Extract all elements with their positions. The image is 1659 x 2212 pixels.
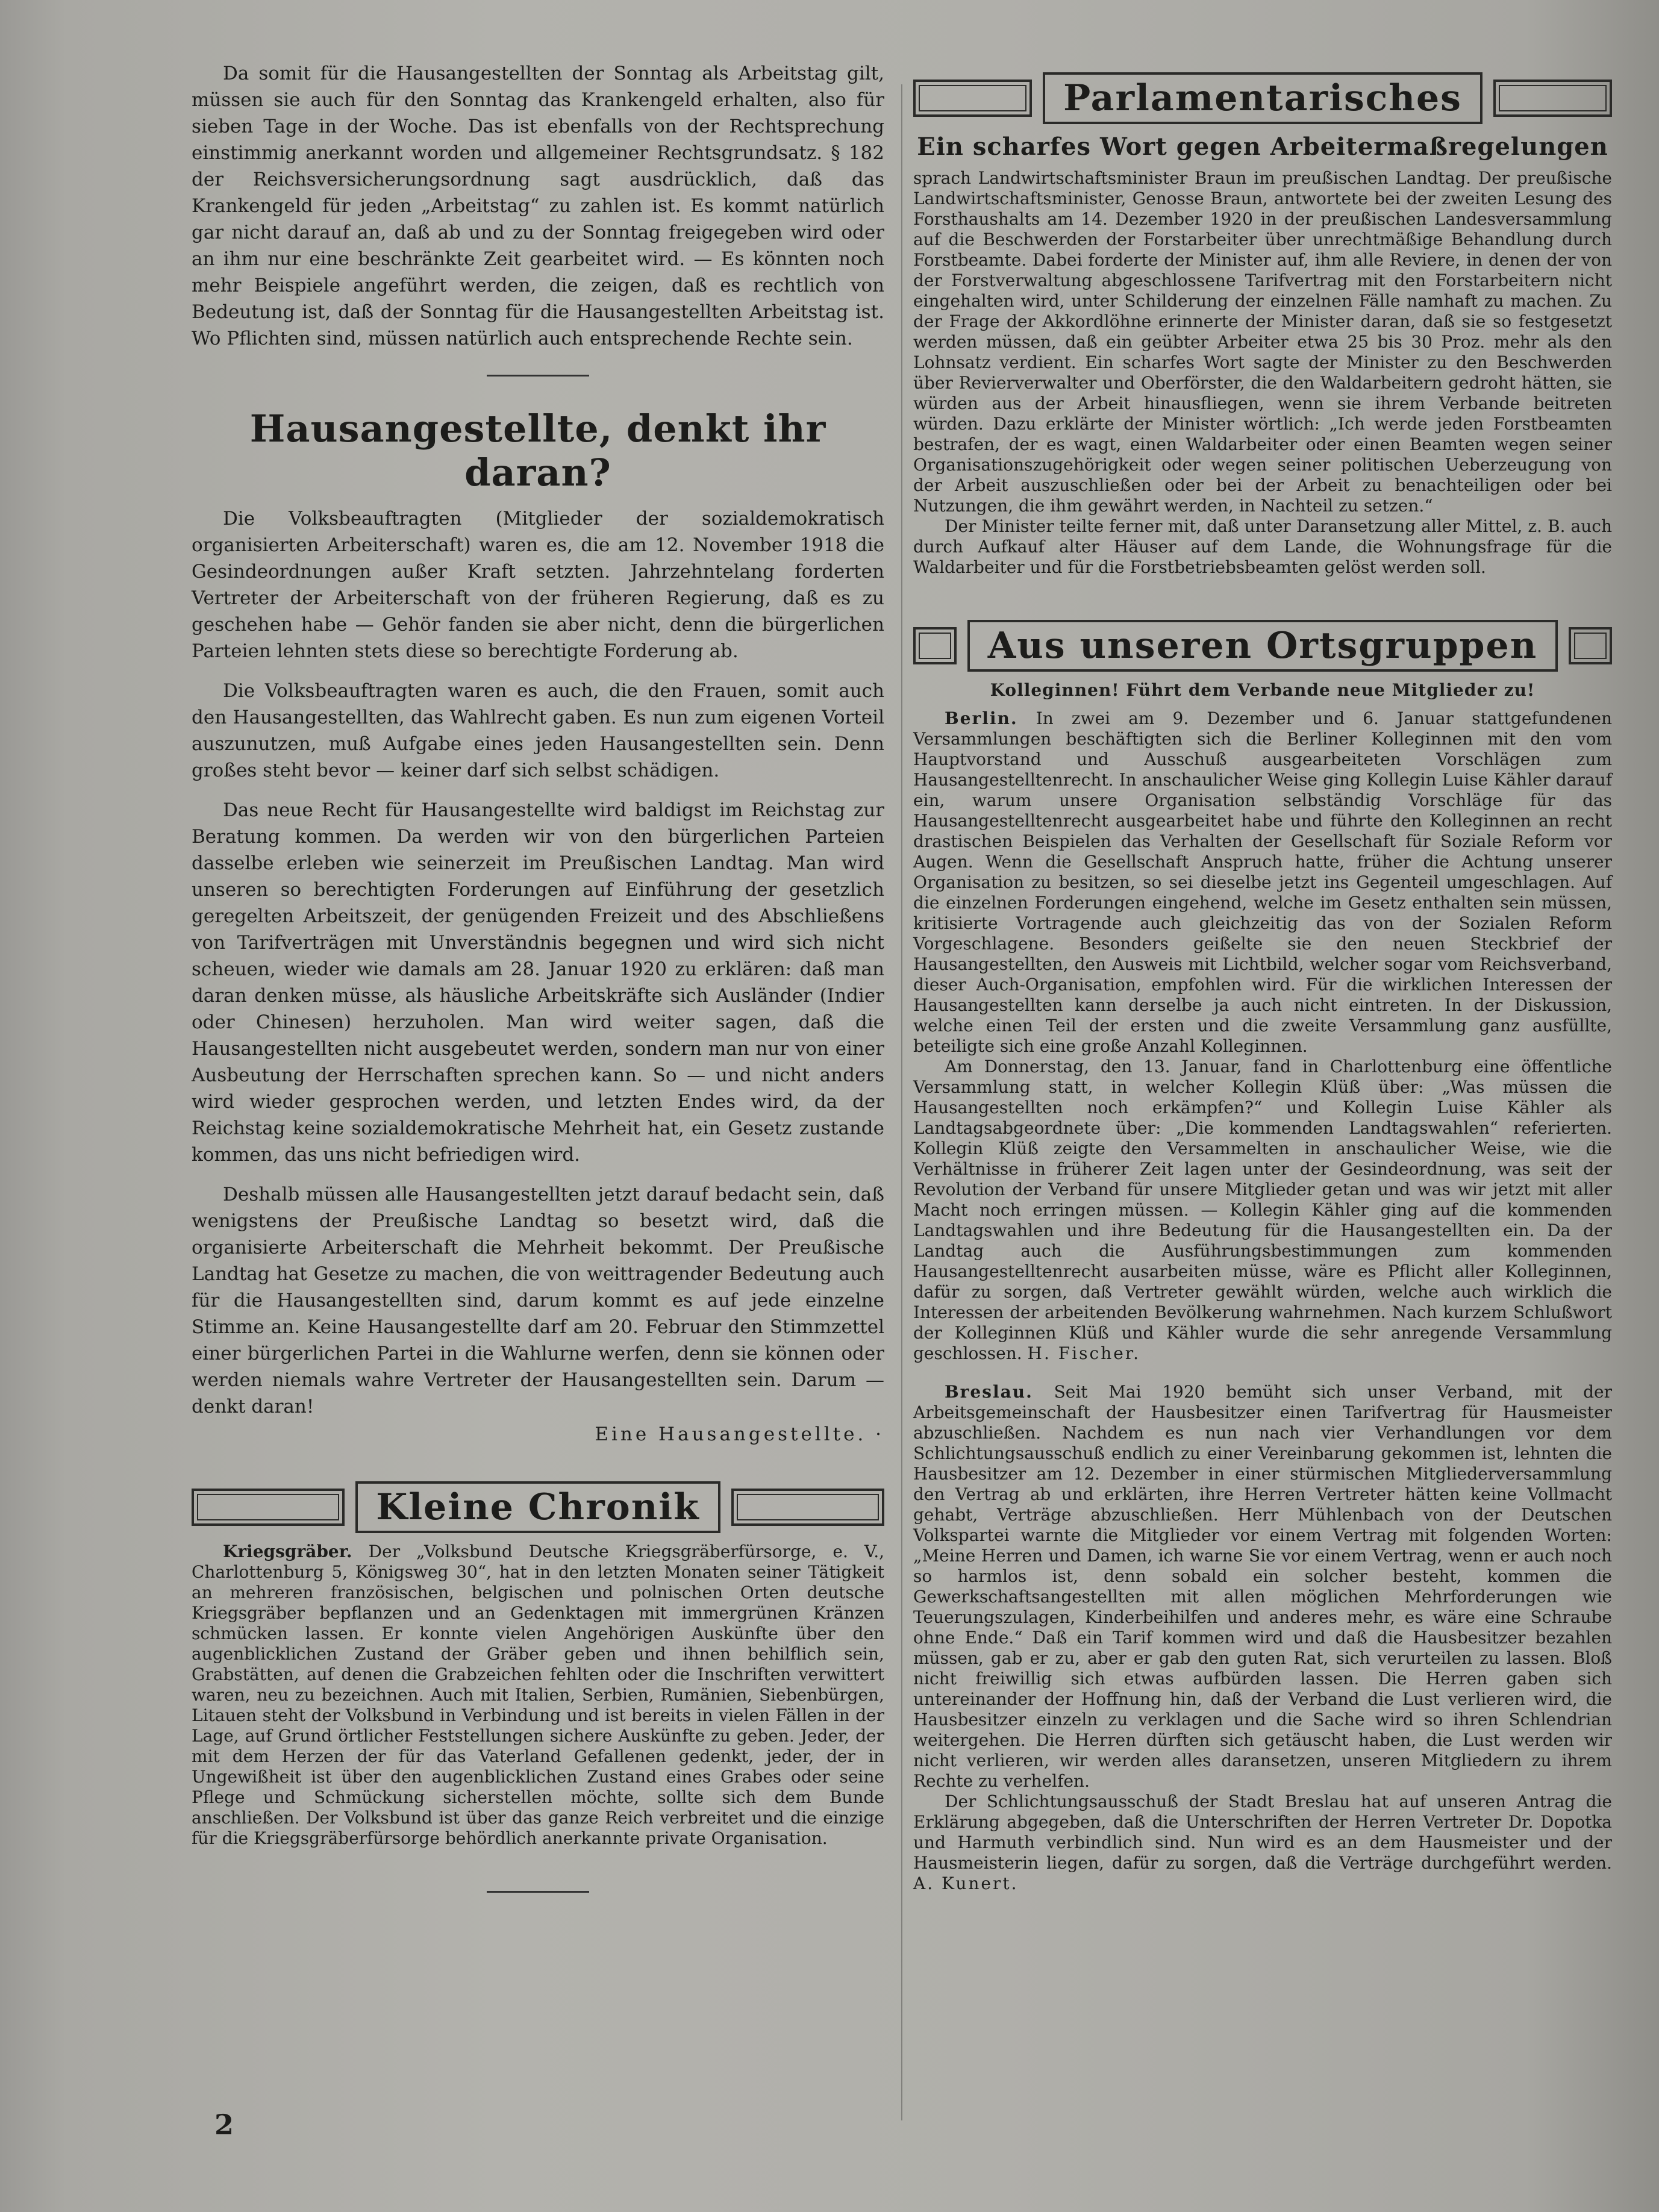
breslau-signature: A. Kunert.	[913, 1873, 1019, 1893]
chronik-paragraph	[192, 1542, 884, 1849]
right-column	[913, 72, 1612, 1894]
parl-paragraph: sprach Landwirtschaftsminister Braun im preußischen Landtag. Der preußische Landwirtschaftsminister, Genosse Braun, antwortete bei der zweiten Lesung des Forsthaushalts am 14. Dezember 1920 in der preußischen Landesversammlung auf die Beschwerden der Forstarbeiter über unrechtmäßige Behandlung durch Forstbeamte. Dabei forderte der Minister auf, ihm alle Reviere, in denen der von der Forstverwaltung abgeschlossene Tarifvertrag mit den Forstarbeitern nicht eingehalten wird, unter Schilderung der einzelnen Fälle namhaft zu machen. Zu der Frage der Akkordlöhne erinnerte der Minister daran, daß sie so festgesetzt werden müssen, daß ein geübter Arbeiter etwa 25 bis 30 Proz. mehr als den Lohnsatz verdient. Ein scharfes Wort sagte der Minister zu den Beschwerden über Revierverwalter und Oberförster, die den Waldarbeitern gedroht hätten, sie würden aus der Arbeit hinausfliegen, wenn sie ihrem Verbande beitreten würden. Dazu erklärte der Minister wörtlich: „Ich werde jeden Forstbeamten bestrafen, der es wagt, einen Waldarbeiter oder einen Beamten wegen seiner Organisationszugehörigkeit oder wegen seiner politischen Ueberzeugung von der Arbeit auszuschließen oder bei der Arbeit zu benachteiligen oder bei Nutzungen, die ihm gewährt werden, in Nachteil zu setzen.“	[913, 168, 1612, 516]
breslau-text-2: Der Schlichtungsausschuß der Stadt Breslau hat auf unseren Antrag die Erklärung abgegeben, daß die Unterschriften der Herren Vertreter Dr. Dopotka und Harmuth verbindlich sind. Nun wird es an dem Hausmeister und der Hausmeisterin liegen, dafür zu sorgen, daß die Verträge durchgeführt werden.	[913, 1792, 1612, 1873]
orts-banner	[913, 620, 1612, 672]
article-paragraph: Das neue Recht für Hausangestellte wird baldigst im Reichstag zur Beratung kommen. Da werden wir von den bürgerlichen Parteien dasselbe erleben wie seinerzeit im Preußischen Landtag. Man wird unseren so berechtigten Forderungen auf Einführung der gesetzlich geregelten Arbeitszeit, der genügenden Freizeit und des Abschließens von Tarifverträgen mit Unverständnis begegnen und wird sich nicht scheuen, wieder wie damals am 28. Januar 1920 zu erklären: daß man daran denken müsse, als häusliche Arbeitskräfte sich Ausländer (Indier oder Chinesen) herzuholen. Man wird weiter sagen, daß die Hausangestellten nicht ausgebeutet werden, sondern man nur von einer Ausbeutung der Herrschaften sprechen kann. So — und nicht anders wird wieder gesprochen werden, und letzten Endes wird, da der Reichstag keine sozialdemokratische Mehrheit hat, ein Gesetz zustande kommen, das uns nicht befriedigen wird.	[192, 799, 884, 1166]
article-paragraph: Die Volksbeauftragten waren es auch, die den Frauen, somit auch den Hausangestellten, das Wahlrecht gaben. Es nun zum eigenen Vorteil auszunutzen, muß Aufgabe eines jeden Hausangestellten sein. Denn großes steht bevor — keiner darf sich selbst schädigen.	[192, 680, 884, 781]
column-divider	[901, 84, 902, 2120]
chronik-title: Kleine Chronik	[355, 1481, 720, 1533]
page-number: 2	[214, 2108, 234, 2141]
breslau-text: Seit Mai 1920 bemüht sich unser Verband, mit der Arbeitsgemeinschaft der Hausbesitzer einen Tarifvertrag für Hausmeister abzuschließen. Nachdem es nun nach vier Verhandlungen vor dem Schlichtungsausschuß endlich zu einer Vereinbarung gekommen ist, lehnten die Hausbesitzer am 12. Dezember in einer stürmischen Mitgliederversammlung den Vertrag ab und erklärten, ihre Herren Vertreter hätten keine Vollmacht gehabt, Verträge abzuschließen. Herr Mühlenbach von der Deutschen Volkspartei warnte die Mitglieder vor einem Vertrag mit folgenden Worten: „Meine Herren und Damen, ich warne Sie vor einem Vertrag, wenn er auch noch so harmlos ist, denn sobald ein solcher besteht, kommen die Gewerkschaftsangestellten mit allen möglichen Mehrforderungen wie Teuerungszulagen, Kinderbeihilfen und anderes mehr, es wäre eine Schraube ohne Ende.“ Daß ein Tarif kommen wird und daß die Hausbesitzer bezahlen müssen, gab er zu, aber er gab den guten Rat, sich verurteilen zu lassen. Bloß nicht freiwillig sich etwas aufbürden lassen. Die Herren gaben sich untereinander der Hoffnung hin, daß der Verband die Lust verlieren wird, die Hausbesitzer einzeln zu verklagen und die Sache wird so ihren Schlendrian weitergehen. Die Herren dürften sich getäuscht haben, die Lust werden wir nicht verlieren, wir werden alles daransetzen, unseren Mitgliedern zu ihrem Rechte zu verhelfen.	[913, 1382, 1613, 1791]
article-paragraph: Die Volksbeauftragten (Mitglieder der sozialdemokratisch organisierten Arbeiterschaft) waren es, die am 12. November 1918 die Gesindeordnungen außer Kraft setzten. Jahrzehntelang forderten Vertreter der Arbeiterschaft von der früheren Regierung, daß es zu geschehen habe — Gehör fanden sie aber nicht, denn die bürgerlichen Parteien lehnten stets diese so berechtigte Forderung ab.	[192, 508, 884, 662]
section-separator	[487, 1891, 589, 1893]
berlin-text-2: Am Donnerstag, den 13. Januar, fand in Charlottenburg eine öffentliche Versammlung statt, in welcher Kollegin Klüß über: „Was müssen die Hausangestellten noch erkämpfen?“ und Kollegin Luise Kähler als Landtagsabgeordnete über: „Die kommenden Landtagswahlen“ referierten. Kollegin Klüß zeigte den Versammelten in anschaulicher Weise, wie die Verhältnisse in früherer Zeit lagen unter der Gesindeordnung, was seit der Revolution der Verband für unsere Mitglieder getan und was wir jetzt mit aller Macht noch erringen müssen. — Kollegin Kähler ging auf die kommenden Landtagswahlen und ihre Bedeutung für die Hausangestellten ein. Da der Landtag auch die Ausführungsbestimmungen zum kommenden Hausangestelltenrecht ausarbeiten müsse, wäre es Pflicht aller Kolleginnen, dafür zu sorgen, daß Vertreter gewählt würden, welche auch wirklich die Interessen der arbeitenden Bevölkerung wahrnehmen. Nach kurzem Schlußwort der Kolleginnen Klüß und Kähler wurde die sehr anregende Versammlung geschlossen.	[913, 1057, 1612, 1363]
left-column	[192, 60, 884, 1893]
banner-ornament-right	[1569, 627, 1612, 664]
berlin-heading: Berlin.	[945, 708, 1018, 728]
berlin-report-2	[913, 1057, 1612, 1364]
intro-paragraph: Da somit für die Hausangestellten der Sonntag als Arbeitstag gilt, müssen sie auch für den Sonntag das Krankengeld erhalten, also für sieben Tage in der Woche. Das ist ebenfalls von der Rechtsprechung einstimmig anerkannt worden und allgemeiner Rechtsgrundsatz. § 182 der Reichsversicherungsordnung sagt ausdrücklich, daß das Krankengeld für jeden „Arbeitstag“ zu zahlen ist. Es kommt natürlich gar nicht darauf an, daß ab und zu der Sonntag freigegeben wird oder an ihm nur eine beschränkte Zeit gearbeitet wird. — Es könnten noch mehr Beispiele angeführt werden, die zeigen, daß es rechtlich von Bedeutung ist, daß der Sonntag für die Hausangestellten Arbeitstag ist. Wo Pflichten sind, müssen natürlich auch entsprechende Rechte sein.	[192, 63, 884, 349]
chronik-text: Der „Volksbund Deutsche Kriegsgräberfürsorge, e. V., Charlottenburg 5, Königsweg 30“, hat in den letzten Monaten seiner Tätigkeit an mehreren französischen, belgischen und polnischen Orten deutsche Kriegsgräber bepflanzen und an Gedenktagen mit immergrünen Kränzen schmücken lassen. Er konnte vielen Angehörigen Auskünfte über den augenblicklichen Zustand der Gräber geben und ihnen behilflich sein, Grabstätten, auf denen die Grabzeichen fehlten oder die Inschriften verwittert waren, neu zu bezeichnen. Auch mit Italien, Serbien, Rumänien, Siebenbürgen, Litauen steht der Volksbund in Verbindung und ist bereits in vielen Fällen in der Lage, auf Grund örtlicher Feststellungen sichere Auskünfte zu geben. Jeder, der mit dem Herzen der für das Vaterland Gefallenen gedenkt, jeder, der in Ungewißheit ist über den augenblicklichen Zustand eines Grabes oder seine Pflege und Schmückung sicherstellen möchte, sollte sich dem Bunde anschließen. Der Volksbund ist über das ganze Reich verbreitet und die einzige für die Kriegsgräberfürsorge behördlich anerkannte private Organisation.	[192, 1542, 884, 1848]
breslau-report	[913, 1382, 1612, 1792]
parl-title: Parlamentarisches	[1043, 72, 1482, 124]
article-paragraph: Deshalb müssen alle Hausangestellten jetzt darauf bedacht sein, daß wenigstens der Preußische Landtag so besetzt wird, daß die organisierte Arbeiterschaft die Mehrheit bekommt. Der Preußische Landtag hat Gesetze zu machen, die von weittragender Bedeutung auch für die Hausangestellten sind, darum kommt es auf jede einzelne Stimme an. Keine Hausangestellte darf am 20. Februar den Stimmzettel einer bürgerlichen Partei in die Wahlurne werfen, denn sie können oder werden niemals wahre Vertreter der Hausangestellten sein. Darum — denkt daran!	[192, 1184, 884, 1417]
article-signature: Eine Hausangestellte. ·	[595, 1423, 884, 1445]
berlin-report	[913, 708, 1612, 1057]
chronik-banner	[192, 1481, 884, 1533]
banner-ornament-left	[192, 1489, 345, 1526]
banner-ornament-right	[731, 1489, 884, 1526]
banner-ornament-left	[913, 627, 957, 664]
breslau-heading: Breslau.	[945, 1382, 1033, 1402]
article-title: Hausangestellte, denkt ihr daran?	[249, 407, 826, 495]
orts-title: Aus unseren Ortsgruppen	[967, 620, 1558, 672]
orts-motto: Kolleginnen! Führt dem Verbande neue Mitglieder zu!	[990, 680, 1536, 700]
breslau-report-2	[913, 1792, 1612, 1894]
banner-ornament-right	[1493, 80, 1612, 117]
parl-paragraph: Der Minister teilte ferner mit, daß unter Daransetzung aller Mittel, z. B. auch durch Aufkauf alter Häuser auf dem Lande, die Wohnungsfrage für die Waldarbeiter und für die Forstbetriebsbeamten gelöst werden soll.	[913, 516, 1612, 577]
berlin-signature: H. Fischer.	[1027, 1343, 1141, 1363]
banner-ornament-left	[913, 80, 1032, 117]
section-separator	[487, 375, 589, 376]
parl-subtitle: Ein scharfes Wort gegen Arbeitermaßregelungen	[917, 133, 1608, 161]
chronik-lead: Kriegsgräber.	[223, 1542, 352, 1561]
parl-banner	[913, 72, 1612, 124]
berlin-text: In zwei am 9. Dezember und 6. Januar stattgefundenen Versammlungen beschäftigten sich die Berliner Kolleginnen mit den vom Hauptvorstand und Ausschuß ausgearbeiteten Vorschlägen zum Hausangestelltenrecht. In anschaulicher Weise ging Kollegin Luise Kähler darauf ein, warum unsere Organisation selbständig Vorschläge für das Hausangestelltenrecht ausgearbeitet habe und führte den Kolleginnen an recht drastischen Beispielen das Verhalten der Gesellschaft für Soziale Reform vor Augen. Wenn die Gesellschaft Anspruch hatte, früher die Achtung unserer Organisation zu besitzen, so sei dieselbe jetzt ins Gegenteil umgeschlagen. Auf die einzelnen Forderungen eingehend, welche im Gesetz enthalten sein müssen, kritisierte Vortragende auch gleichzeitig das von der Sozialen Reform Vorgeschlagene. Besonders geißelte sie den neuen Steckbrief der Hausangestellten, den Ausweis mit Lichtbild, welcher sogar vom Reichsverband, dieser Auch-Organisation, empfohlen wird. Für die wirklichen Interessen der Hausangestellten kann derselbe ja auch nicht eintreten. In der Diskussion, welche einen Teil der ersten und die zweite Versammlung ganz ausfüllte, beteiligte sich eine große Anzahl Kolleginnen.	[913, 708, 1612, 1056]
